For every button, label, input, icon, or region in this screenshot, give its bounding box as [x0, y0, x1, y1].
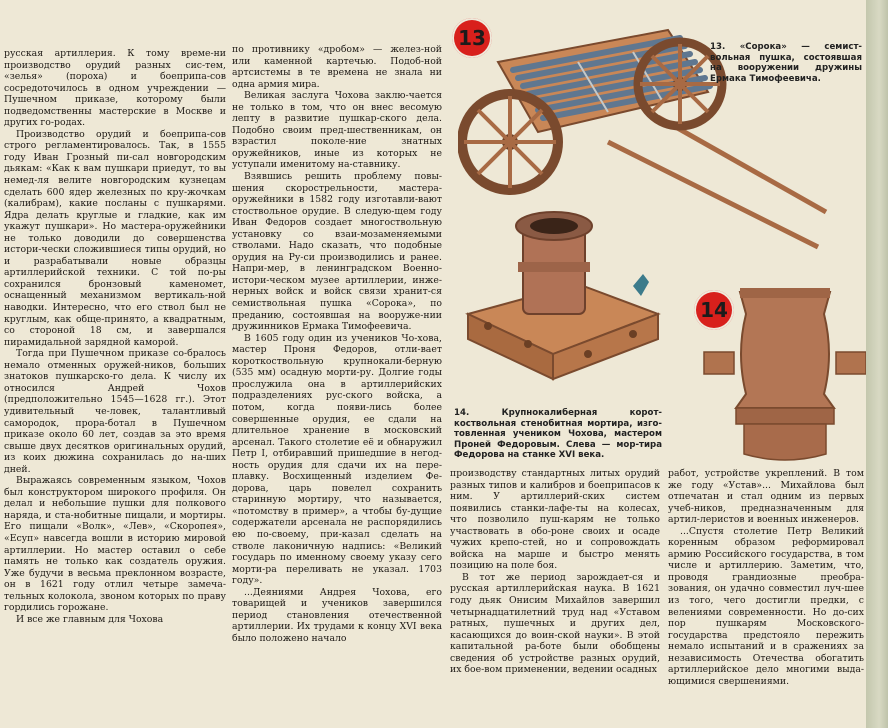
paragraph: В тот же период зарождает-ся и русская артиллерийская наука. В 1621 году дьяк Онисим Михайлов завершил четырнадцатилетний труд над «Уставом ратных, пушечных и других дел, касающихся до воин-ской науки». В этой капитальной ра-боте были обобщены сведения об устройстве разных орудий, их бое-вом применении, ведении осадных — [450, 571, 660, 676]
figure-caption-13: 13. «Сорока» — семист-вольная пушка, состоявшая на вооружении дружины Ермака Тимофеевича. — [710, 42, 862, 84]
page-edge — [866, 0, 888, 728]
paragraph: В 1605 году один из учеников Чо-хова, мастер Проня Федоров, отли-вает короткоствольную крупнокали-берную (535 мм) осадную морти-ру. Долгие годы прослужила она в артиллерийских подразделениях рус-ского войска, а потом, когда появи-лись более совершенные орудия, ее сдали на длительное хранение в московский арсенал. Такого столетие её и обнаружил Петр I, отбиравший пришедшие в негод-ность орудия для сдачи их на пере-плавку. Восхищенный изделием Фе-дорова, царь повелел сохранить старинную мортиру, что называется, «потомству в пример», а чтобы бу-дущие содержатели арсенала не распорядились ею по-своему, при-казал сделать на стволе лаконичную надпись: «Великий государь по именному своему указу сего морти-ра переливать не указал. 1703 году». — [232, 332, 442, 587]
paragraph: Тогда при Пушечном приказе со-бралось немало отменных оружей-ников, больших знатоков пушкарско-го дела. К числу их относился Андрей Чохов (предположительно 1545—1628 гг.). Этот удивительный че-ловек, талантливый самородок, прора-ботал в Пушечном приказе около 60 лет, создав за это время свыше двух десятков оригинальных орудий, из коих дюжина сохранилась до на-ших дней. — [4, 348, 226, 475]
paragraph: Великая заслуга Чохова заклю-чается не только в том, что он внес весомую лепту в развитие пушкар-ского дела. Подобно своим пред-шественникам, он взрастил поколе-ние знатных оружейников, иные из которых не уступали именитому на-ставнику. — [232, 90, 442, 171]
paragraph: Выражаясь современным языком, Чохов был конструктором широкого профиля. Он делал и небольшие пушки для полкового наряда, и ста-нобитные пищали, и мортиры. Его пищали «Волк», «Лев», «Скоропея», «Есуп» навсегда вошли в историю мировой артиллерии. Но мастер оставил о себе память не только как создатель оружия. Уже будучи в весьма преклонном возрасте, он в 1621 году отлил четыре замеча-тельных колокола, звоном которых по праву гордились горожане. — [4, 475, 226, 614]
paragraph: ...Спустя столетие Петр Великий коренным образом реформировал армию Российского государства, в том числе и артиллерию. Заметим, что, проводя грандиозные преобра-зования, он удачно совместил луч-шее из того, чего достигли предки, с велениями современности. Но до-сих пор пушкарям Московского-государства предстояло пережить немало испытаний и в сражениях за независимость Отечества обогатить артиллерийское дело многими выда-ющимися свершениями. — [668, 525, 864, 687]
text-column-1 — [4, 48, 226, 724]
paragraph: ...Деяниями Андрея Чохова, его товарищей и учеников завершился период становления отечественной артиллерии. Их трудами к концу XVI века было положено начало — [232, 586, 442, 644]
mortar-on-carriage-illustration — [458, 204, 670, 394]
text-column-3 — [450, 468, 660, 724]
paragraph: русская артиллерия. К тому време-ни производство орудий разных сис-тем, «зелья» (пороха) и боеприпа-сов сосредоточилось в одном учреждении — Пушечном приказе, которому были подведомственны мастерские в Москве и других го-родах. — [4, 48, 226, 129]
figure-caption-14: 14. Крупнокалиберная корот-коствольная стенобитная мортира, изго-товленная учеником Чохова, мастером Проней Федоровым. Слева — мор-тира Федорова на станке XVI века. — [454, 408, 662, 461]
text-column-2 — [232, 44, 442, 724]
paragraph: по противнику «дробом» — желез-ной или каменной картечью. Подоб-ной артсистемы в те времена не знала ни одна армия мира. — [232, 44, 442, 90]
paragraph: производству стандартных литых орудий разных типов и калибров и боеприпасов к ним. У артиллерий-ских систем появились станки-лафе-ты на колесах, что позволило пуш-карям не только участвовать в обо-роне своих и осаде чужих крепо-стей, но и сопровождать войска на марше и быстро менять позицию на поле боя. — [450, 468, 660, 572]
figure-number-badge-14: 14 — [694, 290, 734, 330]
paragraph: И все же главным для Чохова — [16, 613, 164, 625]
paragraph: работ, устройстве укреплений. В том же году «Устав»... Михайлова был отпечатан и стал одним из первых учеб-ников, предназначенным для артил-леристов и военных инженеров. — [668, 468, 864, 526]
text-column-4 — [668, 468, 864, 724]
figure-number-badge-13: 13 — [452, 18, 492, 58]
paragraph: Взявшись решить проблему повы-шения скорострельности, мастера-оружейники в 1582 году изготавли-вают стоствольное орудие. В следую-щем году Иван Федоров создает многоствольную установку со взаи-мозаменяемыми стволами. Надо сказать, что подобные орудия на Ру-си производились и ранее. Напри-мер, в ленинградском Военно-истори-ческом музее артиллерии, инже-нерных войск и войск связи хранит-ся семиствольная пушка «Сорока», по преданию, состоявшая на вооруже-нии дружинников Ермака Тимофеевича. — [232, 171, 442, 333]
paragraph: Производство орудий и боеприпа-сов строго регламентировалось. Так, в 1555 году Иван Грозный пи-сал новгородским дьякам: «Как к вам пушкари приедут, то вы немед-ля велите новгородским кузнецам сделать 600 ядер железных по кру-жочкам (калибрам), какие посланы с пушкарями. Ядра делать круглые и гладкие, как им укажут пушкари». Но мастера-оружейники не только доводили до совершенства истори-чески сложившиеся типы орудий, но и разрабатывали новые образцы артиллерийской техники. С той по-ры сохранился бронзовый каменомет, оснащенный механизмом вертикаль-ной наводки. Интересно, что его ствол был не круглым, как обще-принято, а квадратным, со стороной 18 см, и завершался пирамидальной зарядной каморой. — [4, 128, 226, 348]
